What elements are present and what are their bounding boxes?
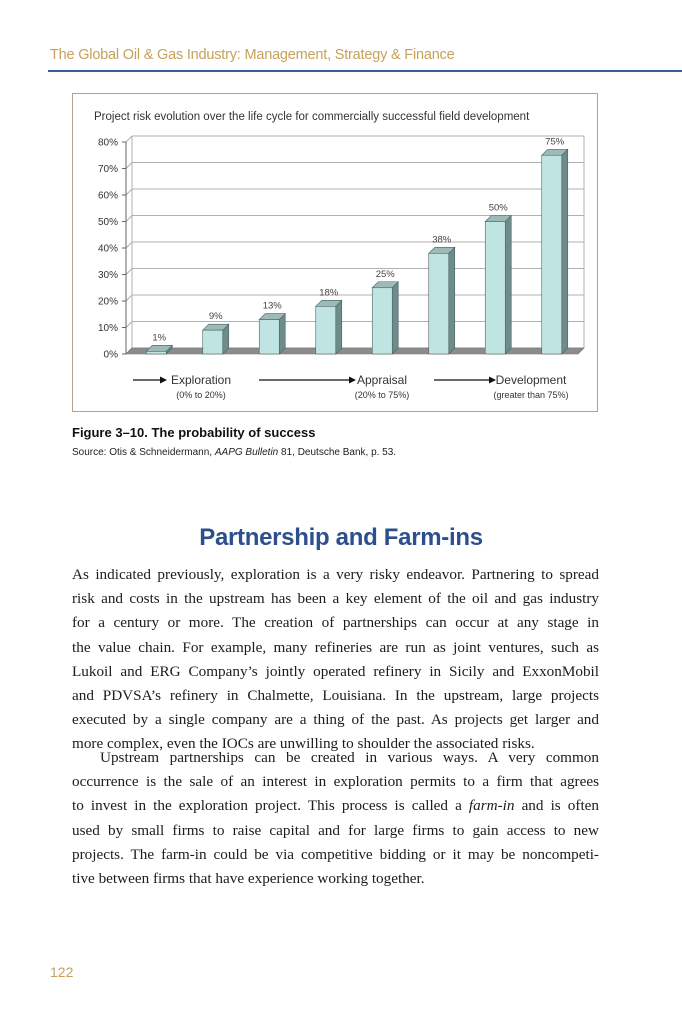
bar-value-label: 9% xyxy=(208,311,223,323)
bar-side xyxy=(562,149,568,354)
y-tick-label: 70% xyxy=(97,164,118,175)
header-rule xyxy=(48,70,682,72)
bar-value-label: 25% xyxy=(375,268,395,280)
y-tick-label: 80% xyxy=(97,137,118,149)
chart-title: Project risk evolution over the life cycle for commercially successful field development xyxy=(94,111,530,123)
bar-value-label: 13% xyxy=(262,300,282,312)
y-tick-label: 30% xyxy=(97,270,118,281)
gridline-diagonal xyxy=(126,269,132,275)
paragraph-1-line: As indicated previously, exploration is a very risky endeavor. Partnering to spread xyxy=(72,566,599,583)
bar-value-label: 50% xyxy=(488,202,508,214)
paragraph-2-line: Upstream partnerships can be created in various ways. A very common xyxy=(100,749,599,766)
paragraph-1-line: risk and costs in the upstream has been a key element of the oil and gas industry xyxy=(72,590,599,608)
y-tick-label: 20% xyxy=(97,296,118,308)
bar xyxy=(542,155,562,354)
bar-side xyxy=(392,282,398,354)
bar xyxy=(485,222,505,355)
line3-post: and is often xyxy=(514,797,599,815)
bar xyxy=(316,306,336,354)
paragraph-1-line: more complex, even the IOCs are unwilling to shoulder the associated risks. xyxy=(72,735,535,753)
bar xyxy=(259,320,279,354)
paragraph-1-line: executed by a single company are a thing of the past. As projects get larger and xyxy=(72,711,599,729)
bar-side xyxy=(505,216,511,355)
phase-range: (greater than 75%) xyxy=(493,390,569,400)
y-tick-label: 40% xyxy=(97,243,118,255)
paragraph-2 xyxy=(72,746,599,891)
chart-floor xyxy=(126,348,584,354)
gridline-diagonal xyxy=(126,216,132,222)
farm-in-term: farm-in xyxy=(468,797,515,815)
source-journal: AAPG Bulletin xyxy=(214,447,279,458)
paragraph-1 xyxy=(72,563,599,757)
page-number: 122 xyxy=(50,964,74,980)
gridline-diagonal xyxy=(126,295,132,301)
gridline-diagonal xyxy=(126,163,132,169)
figure-frame xyxy=(72,93,598,412)
phase-arrow-head xyxy=(349,377,356,384)
paragraph-1-line: the value chain. For example, many refineries are run as joint ventures, such as xyxy=(72,638,599,656)
phase-label: Appraisal xyxy=(356,373,408,387)
paragraph-1-line: for a century or more. The creation of partnerships can occur at any stage in xyxy=(72,614,599,632)
paragraph-1-line: and PDVSA’s refinery in Chalmette, Louisiana. In the upstream, large projects xyxy=(72,687,599,705)
bar-value-label: 18% xyxy=(319,287,339,299)
bar xyxy=(429,253,449,354)
bar-value-label: 1% xyxy=(152,332,167,344)
bar xyxy=(203,330,223,354)
phase-range: (20% to 75%) xyxy=(354,390,410,400)
line3-pre: to invest in the exploration project. This process is called a xyxy=(72,797,469,815)
figure-source xyxy=(72,447,396,458)
bar-value-label: 75% xyxy=(545,136,565,148)
phase-label: Exploration xyxy=(170,373,232,387)
gridline-diagonal xyxy=(126,136,132,142)
y-tick-label: 10% xyxy=(97,323,118,334)
paragraph-2-line: projects. The farm-in could be via competitive bidding or it may be noncompeti- xyxy=(72,845,599,863)
bar-side xyxy=(449,247,455,354)
paragraph-2-line xyxy=(72,794,599,818)
bar-value-label: 38% xyxy=(432,234,452,246)
paragraph-2-line: tive between firms that have experience working together. xyxy=(72,870,425,888)
phase-range: (0% to 20%) xyxy=(176,390,226,400)
paragraph-2-line: occurrence is the sale of an interest in exploration permits to a firm that agrees xyxy=(72,773,599,791)
bar-side xyxy=(279,314,285,354)
gridline-diagonal xyxy=(126,322,132,328)
source-prefix: Source: Otis & Schneidermann, xyxy=(72,447,215,458)
gridline-diagonal xyxy=(126,242,132,248)
bar xyxy=(146,351,166,354)
bar xyxy=(372,288,392,354)
section-title: Partnership and Farm-ins xyxy=(199,524,483,551)
phase-arrow-head xyxy=(160,377,167,384)
paragraph-1-line: Lukoil and ERG Company’s jointly operated refinery in Sicily and ExxonMobil xyxy=(72,662,599,680)
running-head: The Global Oil & Gas Industry: Management, Strategy & Finance xyxy=(50,47,455,63)
bar-chart xyxy=(73,94,599,413)
paragraph-2-line: used by small firms to raise capital and for large firms to gain access to new xyxy=(72,821,599,839)
bar-side xyxy=(336,300,342,354)
y-tick-label: 60% xyxy=(97,190,118,202)
source-suffix: 81, Deutsche Bank, p. 53. xyxy=(278,447,397,458)
y-tick-label: 50% xyxy=(97,217,118,228)
figure-caption: Figure 3–10. The probability of success xyxy=(72,425,316,440)
phase-label: Development xyxy=(495,373,567,387)
gridline-diagonal xyxy=(126,189,132,195)
y-tick-label: 0% xyxy=(103,349,118,361)
